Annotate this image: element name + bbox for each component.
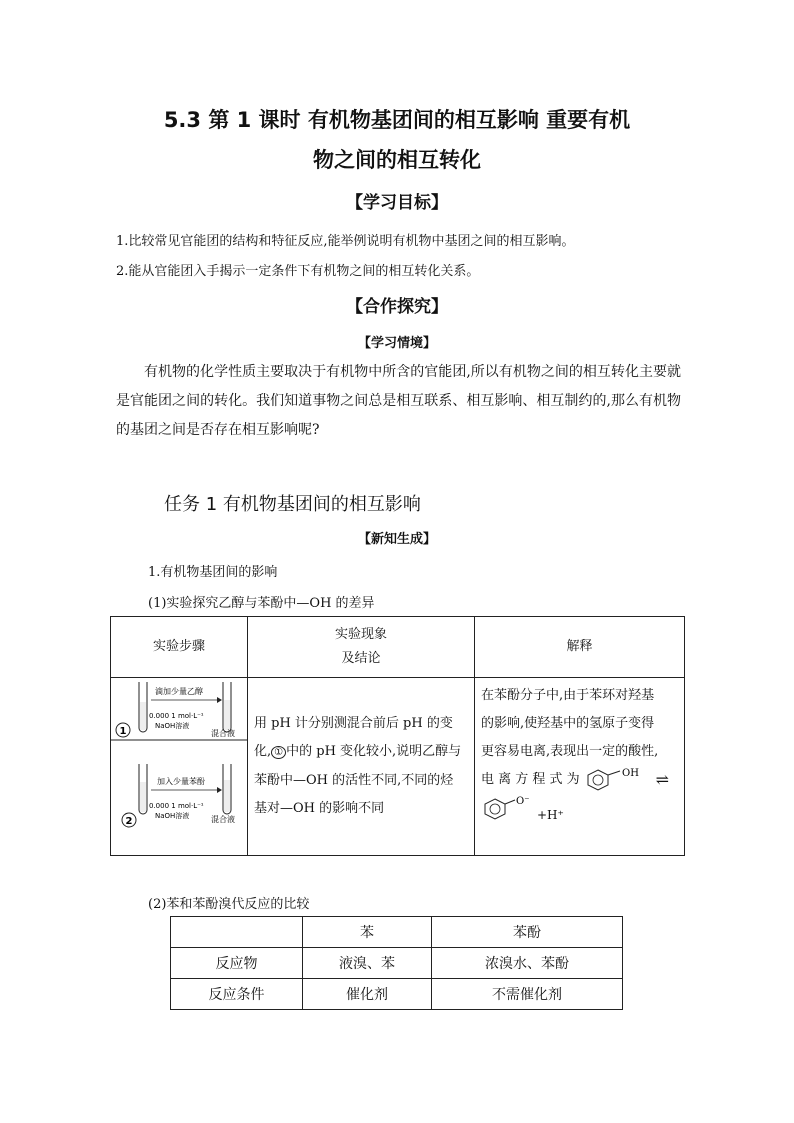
experiment-steps-cell [111,678,248,856]
table-cell: 苯 [303,917,432,948]
ominus-label: O⁻ [516,796,530,807]
arrow-label-2: 加入少量苯酚 [157,777,205,786]
sub-heading-2: (2)苯和苯酚溴代反应的比较 [148,897,310,912]
task1-title: 任务 1 有机物基团间的相互影响 [164,494,421,515]
explanation-line-4: 电 离 方 程 式 为 [481,772,580,787]
header-observation [248,617,475,678]
bromination-table [170,916,623,1010]
explanation-line-3: 更容易电离,表现出一定的酸性, [481,744,659,759]
table-cell: 不需催化剂 [432,979,623,1010]
concentration-2: 0.000 1 mol·L⁻¹ [149,802,204,810]
table-cell: 液溴、苯 [303,948,432,979]
reagent-2: NaOH溶液 [155,812,190,820]
table-cell: 反应物 [171,948,303,979]
equation-line [481,766,678,794]
equation-products [481,794,678,832]
svg-text:1: 1 [119,726,127,737]
new-knowledge-heading: 【新知生成】 [357,532,436,547]
objective-item-1: 1.比较常见官能团的结构和特征反应,能举例说明有机物中基团之间的相互影响。 [116,234,575,249]
explanation-line-2: 的影响,使羟基中的氢原子变得 [481,716,655,731]
equilibrium-arrow: ⇌ [655,770,670,789]
table-row [171,948,623,979]
observation-cell [248,678,475,856]
table-row [171,917,623,948]
observation-line-4: 基对—OH 的影响不同 [254,801,385,816]
mix-label-2: 混合液 [211,815,235,824]
table-cell: 催化剂 [303,979,432,1010]
objectives-heading: 【学习目标】 [346,193,448,213]
arrow-label-1: 滴加少量乙醇 [155,687,203,696]
experiment-diagram [111,678,247,855]
header-observation-line1: 实验现象 [334,627,387,642]
point-1: 1.有机物基团间的影响 [148,565,278,580]
observation-line-2 [254,738,468,767]
experiment-table [110,616,685,856]
context-paragraph: 有机物的化学性质主要取决于有机物中所含的官能团,所以有机物之间的相互转化主要就是官能团之间的转化。我们知道事物之间总是相互联系、相互影响、相互制约的,那么有机物的基团之间是否存在相互影响呢? [116,364,681,438]
cooperation-heading: 【合作探究】 [346,297,448,317]
experiment-2 [122,764,235,827]
experiment-1 [111,682,247,740]
title-line-2: 物之间的相互转化 [313,148,481,172]
concentration-1: 0.000 1 mol·L⁻¹ [149,712,204,720]
header-observation-line2: 及结论 [341,651,381,666]
svg-text:2: 2 [125,816,133,827]
table-row [171,979,623,1010]
observation-text-b: 中的 pH 变化较小,说明乙醇与 [286,744,462,759]
context-heading: 【学习情境】 [357,336,436,351]
explanation-line-1: 在苯酚分子中,由于苯环对羟基 [481,688,655,703]
table-cell: 反应条件 [171,979,303,1010]
table-cell: 苯酚 [432,917,623,948]
mix-label-1: 混合液 [211,729,235,738]
sub-heading-1: (1)实验探究乙醇与苯酚中—OH 的差异 [148,596,375,611]
title-line-1: 5.3 第 1 课时 有机物基团间的相互影响 重要有机 [163,108,631,132]
header-step: 实验步骤 [111,617,248,678]
explanation-cell [475,678,685,856]
oh-label: OH [621,768,639,779]
observation-line-1: 用 pH 计分别测混合前后 pH 的变 [254,716,453,731]
table-cell: 浓溴水、苯酚 [432,948,623,979]
circled-one: ① [271,746,286,759]
table-cell [171,917,303,948]
objective-item-2: 2.能从官能团入手揭示一定条件下有机物之间的相互转化关系。 [116,264,480,279]
phenoxide-structure [483,794,543,824]
reagent-1: NaOH溶液 [155,722,190,730]
header-explanation: 解释 [475,617,685,678]
observation-line-3: 苯酚中—OH 的活性不同,不同的烃 [254,773,454,788]
observation-text-a: 化, [254,744,272,759]
phenol-structure [586,767,650,793]
h-plus: +H⁺ [537,808,564,822]
